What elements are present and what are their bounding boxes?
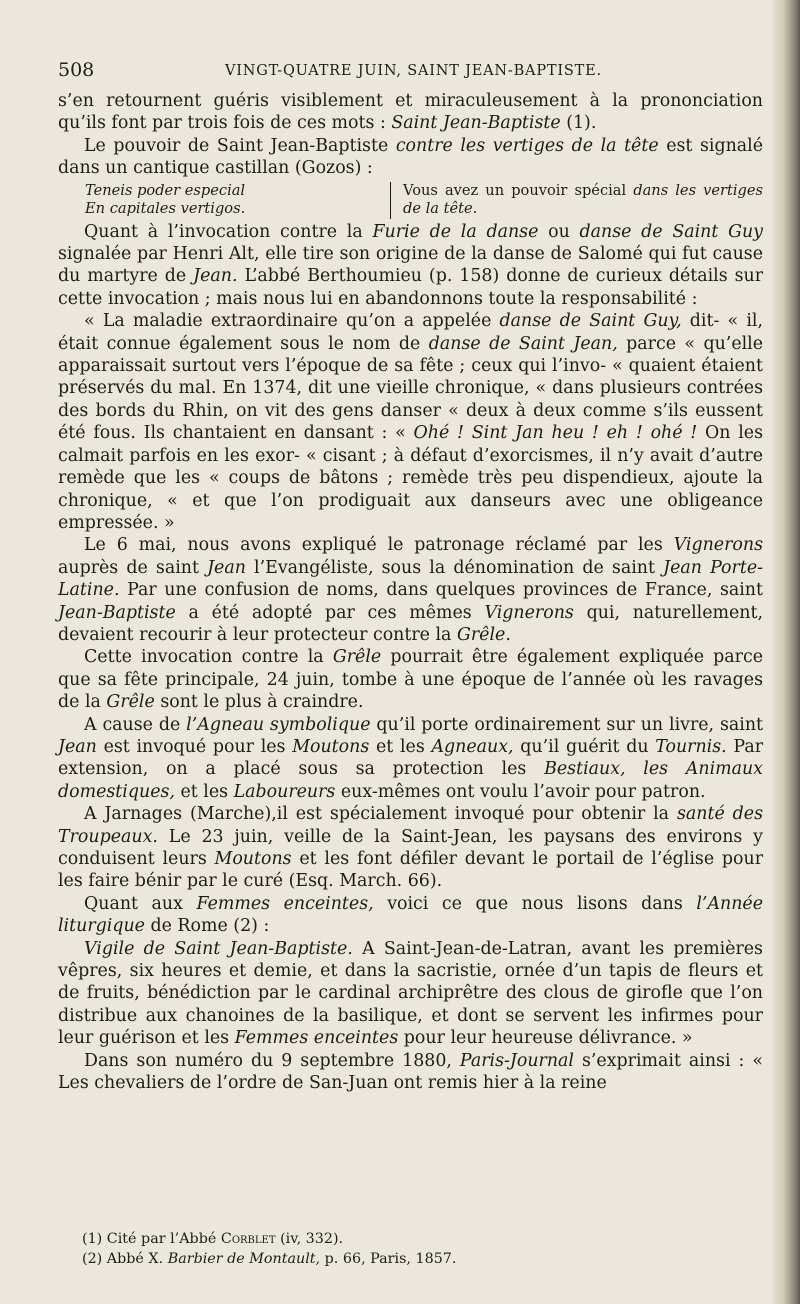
page-number: 508 [58, 59, 95, 81]
footnotes [82, 1229, 762, 1269]
verse-french: Vous avez un pouvoir spécial dans les vertiges de la tête. [390, 182, 763, 219]
verse-spanish: Teneis poder especial En capitales vertigos. [85, 181, 246, 218]
chronicle-quote: « La maladie extraordinaire qu’on a appelée danse de Saint Guy, dit- « il, était connue également sous le nom de danse de Saint Jean, parce « qu’elle apparaissait surtout vers l’époque de sa fête ; ceux qui l’invo- « quaient étaient préservés du mal. En 1374, dit une vieille chronique, « dans plusieurs contrées des bords du Rhin, on vit des gens danser « deux à deux comme s’ils eussent été fous. Ils chantaient en dansant : « Ohé ! Sint Jan heu ! eh ! ohé ! On les calmait parfois en les exor- « cisant ; à défaut d’exorcismes, il n’y avait d’autre remède que les « coups de bâtons ; remède très peu dispendieux, ajoute la chronique, « et que l’on prodiguait aux danseurs avec une obligeance empressée. » [58, 311, 764, 533]
paragraph-5: Cette invocation contre la Grêle pourrait être également expliquée parce que sa fête principale, 24 juin, tombe à une époque de l’année où les ravages de la Grêle sont le plus à craindre. [58, 647, 763, 713]
paragraph-9: Vigile de Saint Jean-Baptiste. A Saint-Jean-de-Latran, avant les premières vêpres, six heures et demie, et dans la sacristie, ornée d’un tapis de fleurs et de fruits, bénédiction par le cardinal archiprêtre des clous de girofle que l’on distribue aux chanoines de la basilique, et dont se servent les infirmes pour leur guérison et les Femmes enceintes pour leur heureuse délivrance. » [58, 938, 763, 1049]
paragraph-1: s’en retournent guéris visiblement et miraculeusement à la prononciation qu’ils font par trois fois de ces mots : Saint Jean-Baptiste (1). [58, 91, 763, 134]
running-title: VINGT-QUATRE JUIN, SAINT JEAN-BAPTISTE. [225, 63, 602, 79]
cantique-verse [85, 182, 763, 219]
paragraph-4: Le 6 mai, nous avons expliqué le patronage réclamé par les Vignerons auprès de saint Jean l’Evangéliste, sous la dénomination de saint Jean Porte-Latine. Par une confusion de noms, dans quelques provinces de France, saint Jean-Baptiste a été adopté par ces mêmes Vignerons qui, naturellement, devaient recourir à leur protecteur contre la Grêle. [58, 535, 764, 645]
page-edge-shadow [770, 0, 800, 1304]
paragraph-2: Le pouvoir de Saint Jean-Baptiste contre les vertiges de la tête est signalé dans un cantique castillan (Gozos) : [58, 135, 764, 179]
page-header [58, 59, 758, 83]
footnote-1: (1) Cité par l’Abbé Corblet (iv, 332). [82, 1231, 344, 1247]
paragraph-3: Quant à l’invocation contre la Furie de la danse ou danse de Saint Guy signalée par Henri Alt, elle tire son origine de la danse de Salomé qui fut cause du martyre de Jean. L’abbé Berthoumieu (p. 158) donne de curieux détails sur cette invocation ; mais nous lui en abandonnons toute la responsabilité : [58, 221, 764, 309]
paragraph-8: Quant aux Femmes enceintes, voici ce que nous lisons dans l’Année liturgique de Rome (2) : [58, 893, 763, 937]
body-text [58, 90, 763, 1094]
paragraph-6: A cause de l’Agneau symbolique qu’il porte ordinairement sur un livre, saint Jean est invoqué pour les Moutons et les Agneaux, qu’il guérit du Tournis. Par extension, on a placé sous sa protection les Bestiaux, les Animaux domestiques, et les Laboureurs eux-mêmes ont voulu l’avoir pour patron. [58, 714, 764, 802]
paragraph-10: Dans son numéro du 9 septembre 1880, Paris-Journal s’exprimait ainsi : « Les chevaliers de l’ordre de San-Juan ont remis hier à la reine [58, 1050, 763, 1094]
footnote-2: (2) Abbé X. Barbier de Montault, p. 66, Paris, 1857. [82, 1251, 457, 1267]
paragraph-7: A Jarnages (Marche),il est spécialement invoqué pour obtenir la santé des Troupeaux. Le 23 juin, veille de la Saint-Jean, les paysans des environs y conduisent leurs Moutons et les font défiler devant le portail de l’église pour les faire bénir par le curé (Esq. March. 66). [58, 804, 764, 892]
